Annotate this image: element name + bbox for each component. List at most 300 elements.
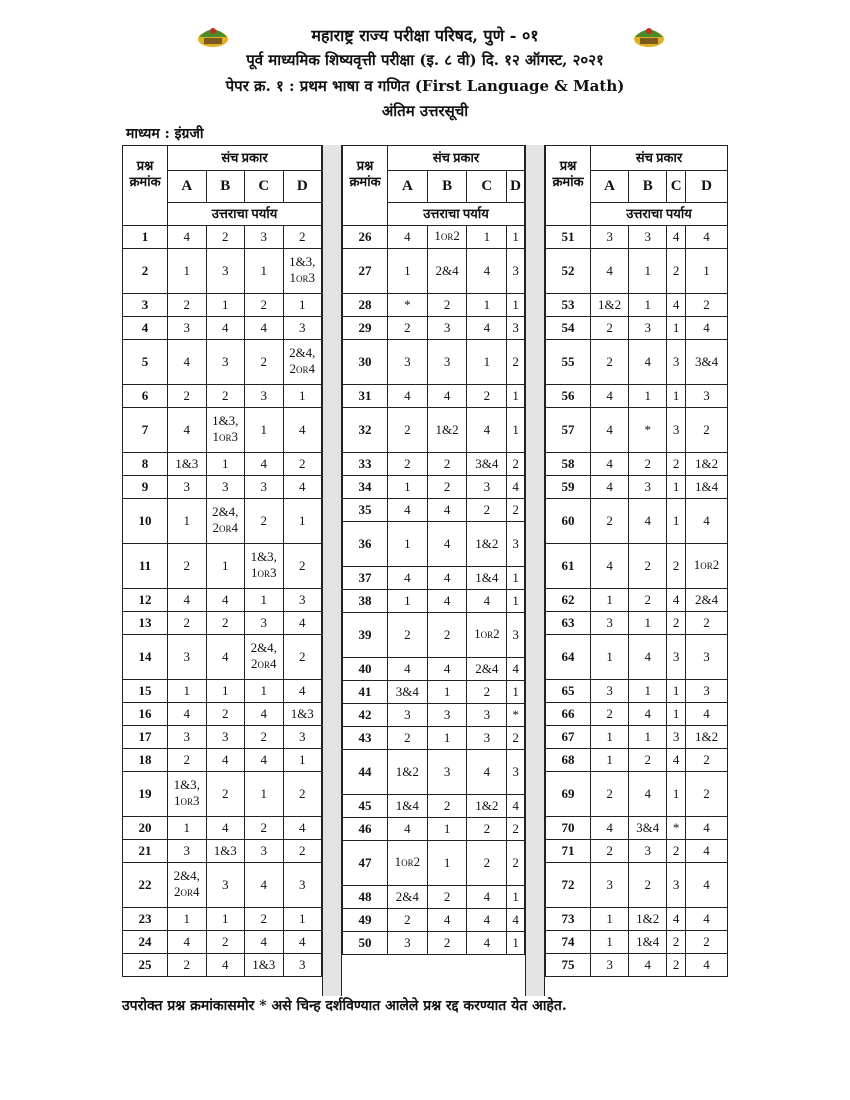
- table-row: [123, 748, 322, 771]
- answer-cell: 4: [667, 588, 686, 611]
- table-row: [546, 384, 728, 407]
- answer-cell: 2: [507, 452, 525, 475]
- answer-cell: 2: [168, 543, 207, 588]
- answer-cell: 1: [507, 589, 525, 612]
- question-number: 60: [546, 498, 591, 543]
- answer-cell: 1OR2: [686, 543, 728, 588]
- table-row: [546, 498, 728, 543]
- table-row: [343, 680, 525, 703]
- answer-cell: 1: [467, 225, 507, 248]
- answer-cell: 4: [591, 452, 629, 475]
- set-header-b: B: [629, 170, 667, 202]
- table-row: [546, 907, 728, 930]
- answer-cell: 2: [686, 930, 728, 953]
- table-row: [123, 498, 322, 543]
- table-row: [123, 907, 322, 930]
- question-number: 8: [123, 452, 168, 475]
- set-header-d: D: [507, 170, 525, 202]
- question-number: 27: [343, 248, 388, 293]
- table-row: [123, 543, 322, 588]
- answer-cell: 1&3, 1OR3: [283, 248, 322, 293]
- table-row: [546, 725, 728, 748]
- answer-cell: 2: [206, 930, 245, 953]
- answer-cell: 2: [667, 543, 686, 588]
- answer-cell: 2: [206, 225, 245, 248]
- answer-cell: 3&4: [686, 339, 728, 384]
- answer-cell: 2: [667, 930, 686, 953]
- answer-cell: 2&4, 2OR4: [168, 862, 207, 907]
- answer-cell: 4: [467, 749, 507, 794]
- answer-cell: 4: [467, 885, 507, 908]
- answer-cell: 2: [388, 612, 428, 657]
- answer-cell: 2: [206, 702, 245, 725]
- answer-cell: 1: [245, 771, 284, 816]
- table-row: [343, 908, 525, 931]
- answer-cell: *: [667, 816, 686, 839]
- answer-cell: 1: [206, 452, 245, 475]
- answer-cell: 2: [667, 953, 686, 976]
- answer-cell: 4: [686, 225, 728, 248]
- answer-cell: 4: [245, 702, 284, 725]
- answer-cell: 3: [667, 862, 686, 907]
- question-number: 43: [343, 726, 388, 749]
- question-number: 14: [123, 634, 168, 679]
- set-type-header: संच प्रकार: [591, 146, 728, 171]
- answer-cell: 2: [388, 452, 428, 475]
- answer-cell: 2: [206, 611, 245, 634]
- answer-cell: 3: [667, 634, 686, 679]
- answer-cell: 2: [667, 839, 686, 862]
- table-row: [343, 589, 525, 612]
- answer-cell: 3: [206, 248, 245, 293]
- answer-cell: 1: [427, 817, 467, 840]
- table-row: [123, 816, 322, 839]
- answer-cell: 2: [591, 339, 629, 384]
- answer-cell: 4: [388, 566, 428, 589]
- table-row: [343, 498, 525, 521]
- answer-cell: 2: [245, 725, 284, 748]
- answer-cell: 2: [591, 316, 629, 339]
- answer-cell: 2&4: [427, 248, 467, 293]
- question-no-header-cont: [123, 202, 168, 225]
- answer-cell: 4: [168, 339, 207, 384]
- answer-cell: 3: [168, 475, 207, 498]
- answer-cell: 2&4: [686, 588, 728, 611]
- answer-cell: 2: [168, 384, 207, 407]
- table-row: [343, 339, 525, 384]
- answer-cell: 4: [206, 816, 245, 839]
- set-header-c: C: [667, 170, 686, 202]
- table-row: [343, 931, 525, 954]
- question-number: 30: [343, 339, 388, 384]
- column-separator: [525, 145, 545, 996]
- paper-title: पेपर क्र. १ : प्रथम भाषा व गणित (First Language & Math): [225, 77, 625, 95]
- answer-cell: 2: [168, 748, 207, 771]
- answer-cell: 2: [245, 498, 284, 543]
- answer-cell: 2: [283, 543, 322, 588]
- answer-cell: 1: [427, 840, 467, 885]
- answer-cell: *: [629, 407, 667, 452]
- table-row: [546, 588, 728, 611]
- answer-cell: 1: [168, 907, 207, 930]
- answer-cell: 2: [427, 475, 467, 498]
- question-no-header: प्रश्न क्रमांक: [123, 146, 168, 203]
- question-number: 22: [123, 862, 168, 907]
- question-number: 28: [343, 293, 388, 316]
- answer-cell: 1&2: [467, 794, 507, 817]
- question-number: 29: [343, 316, 388, 339]
- answer-cell: 1&2: [388, 749, 428, 794]
- table-row: [343, 657, 525, 680]
- answer-cell: 1OR2: [427, 225, 467, 248]
- table-row: [546, 953, 728, 976]
- answer-cell: 4: [283, 475, 322, 498]
- question-number: 24: [123, 930, 168, 953]
- answer-cell: 1&3: [245, 953, 284, 976]
- question-number: 3: [123, 293, 168, 316]
- answer-cell: 4: [507, 475, 525, 498]
- answer-cell: 4: [686, 702, 728, 725]
- answer-cell: 3: [667, 725, 686, 748]
- answer-cell: 4: [591, 248, 629, 293]
- answer-cell: 2: [245, 339, 284, 384]
- set-type-header: संच प्रकार: [168, 146, 322, 171]
- answer-cell: 3&4: [388, 680, 428, 703]
- answer-cell: 2: [168, 953, 207, 976]
- question-number: 21: [123, 839, 168, 862]
- answer-cell: 4: [427, 521, 467, 566]
- answer-cell: 4: [427, 589, 467, 612]
- answer-cell: 1: [591, 634, 629, 679]
- answer-cell: 1: [388, 521, 428, 566]
- answer-cell: 3: [168, 634, 207, 679]
- answer-cell: 4: [206, 634, 245, 679]
- answer-cell: 4: [388, 657, 428, 680]
- answer-cell: 4: [591, 384, 629, 407]
- answer-cell: 3: [283, 588, 322, 611]
- answer-cell: 4: [283, 679, 322, 702]
- table-row: [343, 726, 525, 749]
- set-header-b: B: [206, 170, 245, 202]
- question-number: 63: [546, 611, 591, 634]
- answer-cell: 4: [629, 634, 667, 679]
- answer-cell: 3: [206, 725, 245, 748]
- answer-cell: 4: [467, 908, 507, 931]
- table-row: [546, 316, 728, 339]
- answer-cell: 1: [507, 680, 525, 703]
- answer-cell: 2: [283, 771, 322, 816]
- answer-cell: 1: [245, 248, 284, 293]
- answer-cell: 1: [591, 725, 629, 748]
- answer-cell: 1: [591, 748, 629, 771]
- question-number: 10: [123, 498, 168, 543]
- table-row: [123, 839, 322, 862]
- answer-cell: 4: [245, 862, 284, 907]
- answer-cell: 2: [168, 293, 207, 316]
- question-number: 74: [546, 930, 591, 953]
- answer-cell: 1: [667, 771, 686, 816]
- answer-cell: 4: [245, 930, 284, 953]
- answer-cell: 2: [427, 794, 467, 817]
- question-number: 68: [546, 748, 591, 771]
- answer-cell: 4: [427, 384, 467, 407]
- table-row: [546, 407, 728, 452]
- answer-cell: 3: [507, 521, 525, 566]
- answer-cell: 4: [206, 316, 245, 339]
- answer-cell: 1: [245, 679, 284, 702]
- question-number: 6: [123, 384, 168, 407]
- question-number: 18: [123, 748, 168, 771]
- question-number: 53: [546, 293, 591, 316]
- answer-cell: 4: [667, 748, 686, 771]
- question-number: 26: [343, 225, 388, 248]
- answer-cell: 1&4: [467, 566, 507, 589]
- answer-cell: 2: [507, 840, 525, 885]
- answer-cell: 1: [206, 543, 245, 588]
- answer-cell: 2: [686, 293, 728, 316]
- answer-cell: 2&4: [388, 885, 428, 908]
- answer-cell: 1&3, 1OR3: [245, 543, 284, 588]
- answer-cell: 1: [667, 316, 686, 339]
- answer-cell: 1&4: [629, 930, 667, 953]
- question-number: 50: [343, 931, 388, 954]
- answer-cell: 4: [168, 588, 207, 611]
- answer-cell: 4: [591, 816, 629, 839]
- set-header-c: C: [467, 170, 507, 202]
- table-row: [343, 407, 525, 452]
- question-number: 65: [546, 679, 591, 702]
- set-type-header: संच प्रकार: [388, 146, 525, 171]
- answer-cell: 3: [283, 725, 322, 748]
- answer-cell: 2: [427, 612, 467, 657]
- answer-cell: *: [507, 703, 525, 726]
- answer-cell: 1&3: [168, 452, 207, 475]
- answer-option-header: उत्तराचा पर्याय: [168, 202, 322, 225]
- question-number: 55: [546, 339, 591, 384]
- answer-cell: 4: [467, 931, 507, 954]
- answer-cell: 4: [168, 930, 207, 953]
- answer-cell: 1: [667, 498, 686, 543]
- answer-cell: 2: [629, 452, 667, 475]
- answer-cell: 1: [667, 475, 686, 498]
- table-row: [123, 611, 322, 634]
- table-row: [123, 679, 322, 702]
- table-row: [343, 521, 525, 566]
- table-row: [123, 452, 322, 475]
- answer-cell: 2: [245, 293, 284, 316]
- answer-cell: 1&3: [206, 839, 245, 862]
- answer-cell: 2: [629, 748, 667, 771]
- answer-cell: 3: [507, 749, 525, 794]
- question-number: 33: [343, 452, 388, 475]
- answer-cell: 4: [629, 339, 667, 384]
- answer-cell: 1: [283, 384, 322, 407]
- answer-cell: 1: [591, 907, 629, 930]
- answer-option-header: उत्तराचा पर्याय: [388, 202, 525, 225]
- question-number: 1: [123, 225, 168, 248]
- answer-cell: 2: [427, 931, 467, 954]
- answer-cell: 3: [667, 339, 686, 384]
- answer-cell: 4: [283, 930, 322, 953]
- answer-cell: 1&4: [686, 475, 728, 498]
- answer-cell: 2: [591, 702, 629, 725]
- question-number: 71: [546, 839, 591, 862]
- question-number: 69: [546, 771, 591, 816]
- answer-cell: 3: [245, 611, 284, 634]
- set-header-a: A: [168, 170, 207, 202]
- answer-cell: 1: [283, 498, 322, 543]
- answer-cell: 1: [206, 907, 245, 930]
- answer-cell: 3: [591, 225, 629, 248]
- answer-cell: 3: [467, 475, 507, 498]
- answer-cell: 3: [591, 679, 629, 702]
- answer-cell: 1: [467, 339, 507, 384]
- answer-cell: 2: [591, 498, 629, 543]
- question-number: 17: [123, 725, 168, 748]
- question-number: 41: [343, 680, 388, 703]
- table-row: [343, 885, 525, 908]
- answer-cell: 1&4: [388, 794, 428, 817]
- answer-cell: 2: [427, 452, 467, 475]
- medium-label: माध्यम : इंग्रजी: [126, 126, 204, 142]
- answer-cell: 1: [467, 293, 507, 316]
- answer-cell: 4: [245, 748, 284, 771]
- set-header-a: A: [388, 170, 428, 202]
- column-separator: [322, 145, 342, 996]
- answer-cell: 1: [427, 680, 467, 703]
- answer-cell: 4: [427, 657, 467, 680]
- answer-cell: 4: [667, 225, 686, 248]
- answer-cell: 1: [168, 248, 207, 293]
- answer-cell: 2: [168, 611, 207, 634]
- answer-cell: 1: [667, 384, 686, 407]
- answer-cell: 1: [667, 679, 686, 702]
- answer-cell: 3: [507, 316, 525, 339]
- table-row: [546, 225, 728, 248]
- question-number: 5: [123, 339, 168, 384]
- answer-cell: 4: [467, 407, 507, 452]
- table-row: [343, 248, 525, 293]
- answer-cell: 4: [686, 907, 728, 930]
- answer-cell: 2: [245, 816, 284, 839]
- answer-cell: 2: [629, 543, 667, 588]
- answer-cell: 2: [686, 611, 728, 634]
- answer-cell: 1: [388, 248, 428, 293]
- table-row: [546, 475, 728, 498]
- answer-cell: 3: [591, 862, 629, 907]
- table-row: [123, 339, 322, 384]
- question-no-header-cont: [343, 202, 388, 225]
- answer-cell: 2: [467, 840, 507, 885]
- answer-cell: 3: [507, 612, 525, 657]
- question-number: 47: [343, 840, 388, 885]
- table-row: [123, 588, 322, 611]
- answer-cell: 4: [629, 702, 667, 725]
- question-number: 11: [123, 543, 168, 588]
- answer-cell: 4: [507, 794, 525, 817]
- set-header-c: C: [245, 170, 284, 202]
- answer-cell: 3: [629, 225, 667, 248]
- footnote: उपरोक्त प्रश्न क्रमांकासमोर * असे चिन्ह दर्शविण्यात आलेले प्रश्न रद्द करण्यात येत आहेत.: [122, 998, 567, 1014]
- answer-cell: 2: [467, 817, 507, 840]
- table-row: [343, 452, 525, 475]
- question-no-header: प्रश्न क्रमांक: [343, 146, 388, 203]
- answer-cell: 1: [168, 679, 207, 702]
- answer-cell: 4: [507, 657, 525, 680]
- answer-cell: 1: [507, 293, 525, 316]
- answer-cell: 2: [507, 498, 525, 521]
- question-number: 7: [123, 407, 168, 452]
- answer-cell: 3: [467, 703, 507, 726]
- answer-cell: 1&2: [427, 407, 467, 452]
- answer-cell: 4: [245, 316, 284, 339]
- question-number: 40: [343, 657, 388, 680]
- answer-table-2: [342, 145, 525, 955]
- answer-cell: 4: [283, 816, 322, 839]
- answer-cell: 4: [686, 862, 728, 907]
- answer-cell: 2: [629, 588, 667, 611]
- answer-cell: 3: [245, 384, 284, 407]
- question-number: 34: [343, 475, 388, 498]
- answer-cell: 2: [388, 726, 428, 749]
- answer-cell: 4: [427, 498, 467, 521]
- answer-cell: 3: [168, 725, 207, 748]
- answer-cell: 1: [686, 248, 728, 293]
- answer-cell: 4: [467, 589, 507, 612]
- answer-cell: 1: [206, 679, 245, 702]
- table-row: [546, 248, 728, 293]
- table-row: [546, 839, 728, 862]
- answer-cell: 3: [245, 225, 284, 248]
- question-number: 9: [123, 475, 168, 498]
- answer-cell: 2: [591, 771, 629, 816]
- answer-cell: 1: [427, 726, 467, 749]
- question-number: 37: [343, 566, 388, 589]
- table-row: [546, 634, 728, 679]
- answer-cell: 1: [507, 566, 525, 589]
- table-row: [546, 702, 728, 725]
- table-row: [123, 634, 322, 679]
- answer-cell: 2: [467, 384, 507, 407]
- answer-cell: 1OR2: [388, 840, 428, 885]
- answer-cell: 4: [206, 953, 245, 976]
- answer-cell: 4: [686, 316, 728, 339]
- answer-cell: 1&3: [283, 702, 322, 725]
- question-number: 54: [546, 316, 591, 339]
- answer-cell: 3: [388, 703, 428, 726]
- table-row: [343, 749, 525, 794]
- question-number: 45: [343, 794, 388, 817]
- answer-cell: 3: [629, 475, 667, 498]
- question-number: 64: [546, 634, 591, 679]
- question-number: 19: [123, 771, 168, 816]
- answer-cell: 4: [507, 908, 525, 931]
- answer-cell: 1: [388, 475, 428, 498]
- answer-cell: 4: [591, 475, 629, 498]
- answer-table-1: [122, 145, 322, 977]
- answer-cell: 3: [591, 611, 629, 634]
- answer-cell: 4: [283, 611, 322, 634]
- answer-cell: 3&4: [629, 816, 667, 839]
- answer-table-3: [545, 145, 728, 977]
- answer-cell: 2: [467, 680, 507, 703]
- question-number: 57: [546, 407, 591, 452]
- table-row: [343, 293, 525, 316]
- answer-cell: 1: [283, 293, 322, 316]
- question-number: 13: [123, 611, 168, 634]
- answer-cell: 3: [388, 339, 428, 384]
- answer-cell: 4: [686, 839, 728, 862]
